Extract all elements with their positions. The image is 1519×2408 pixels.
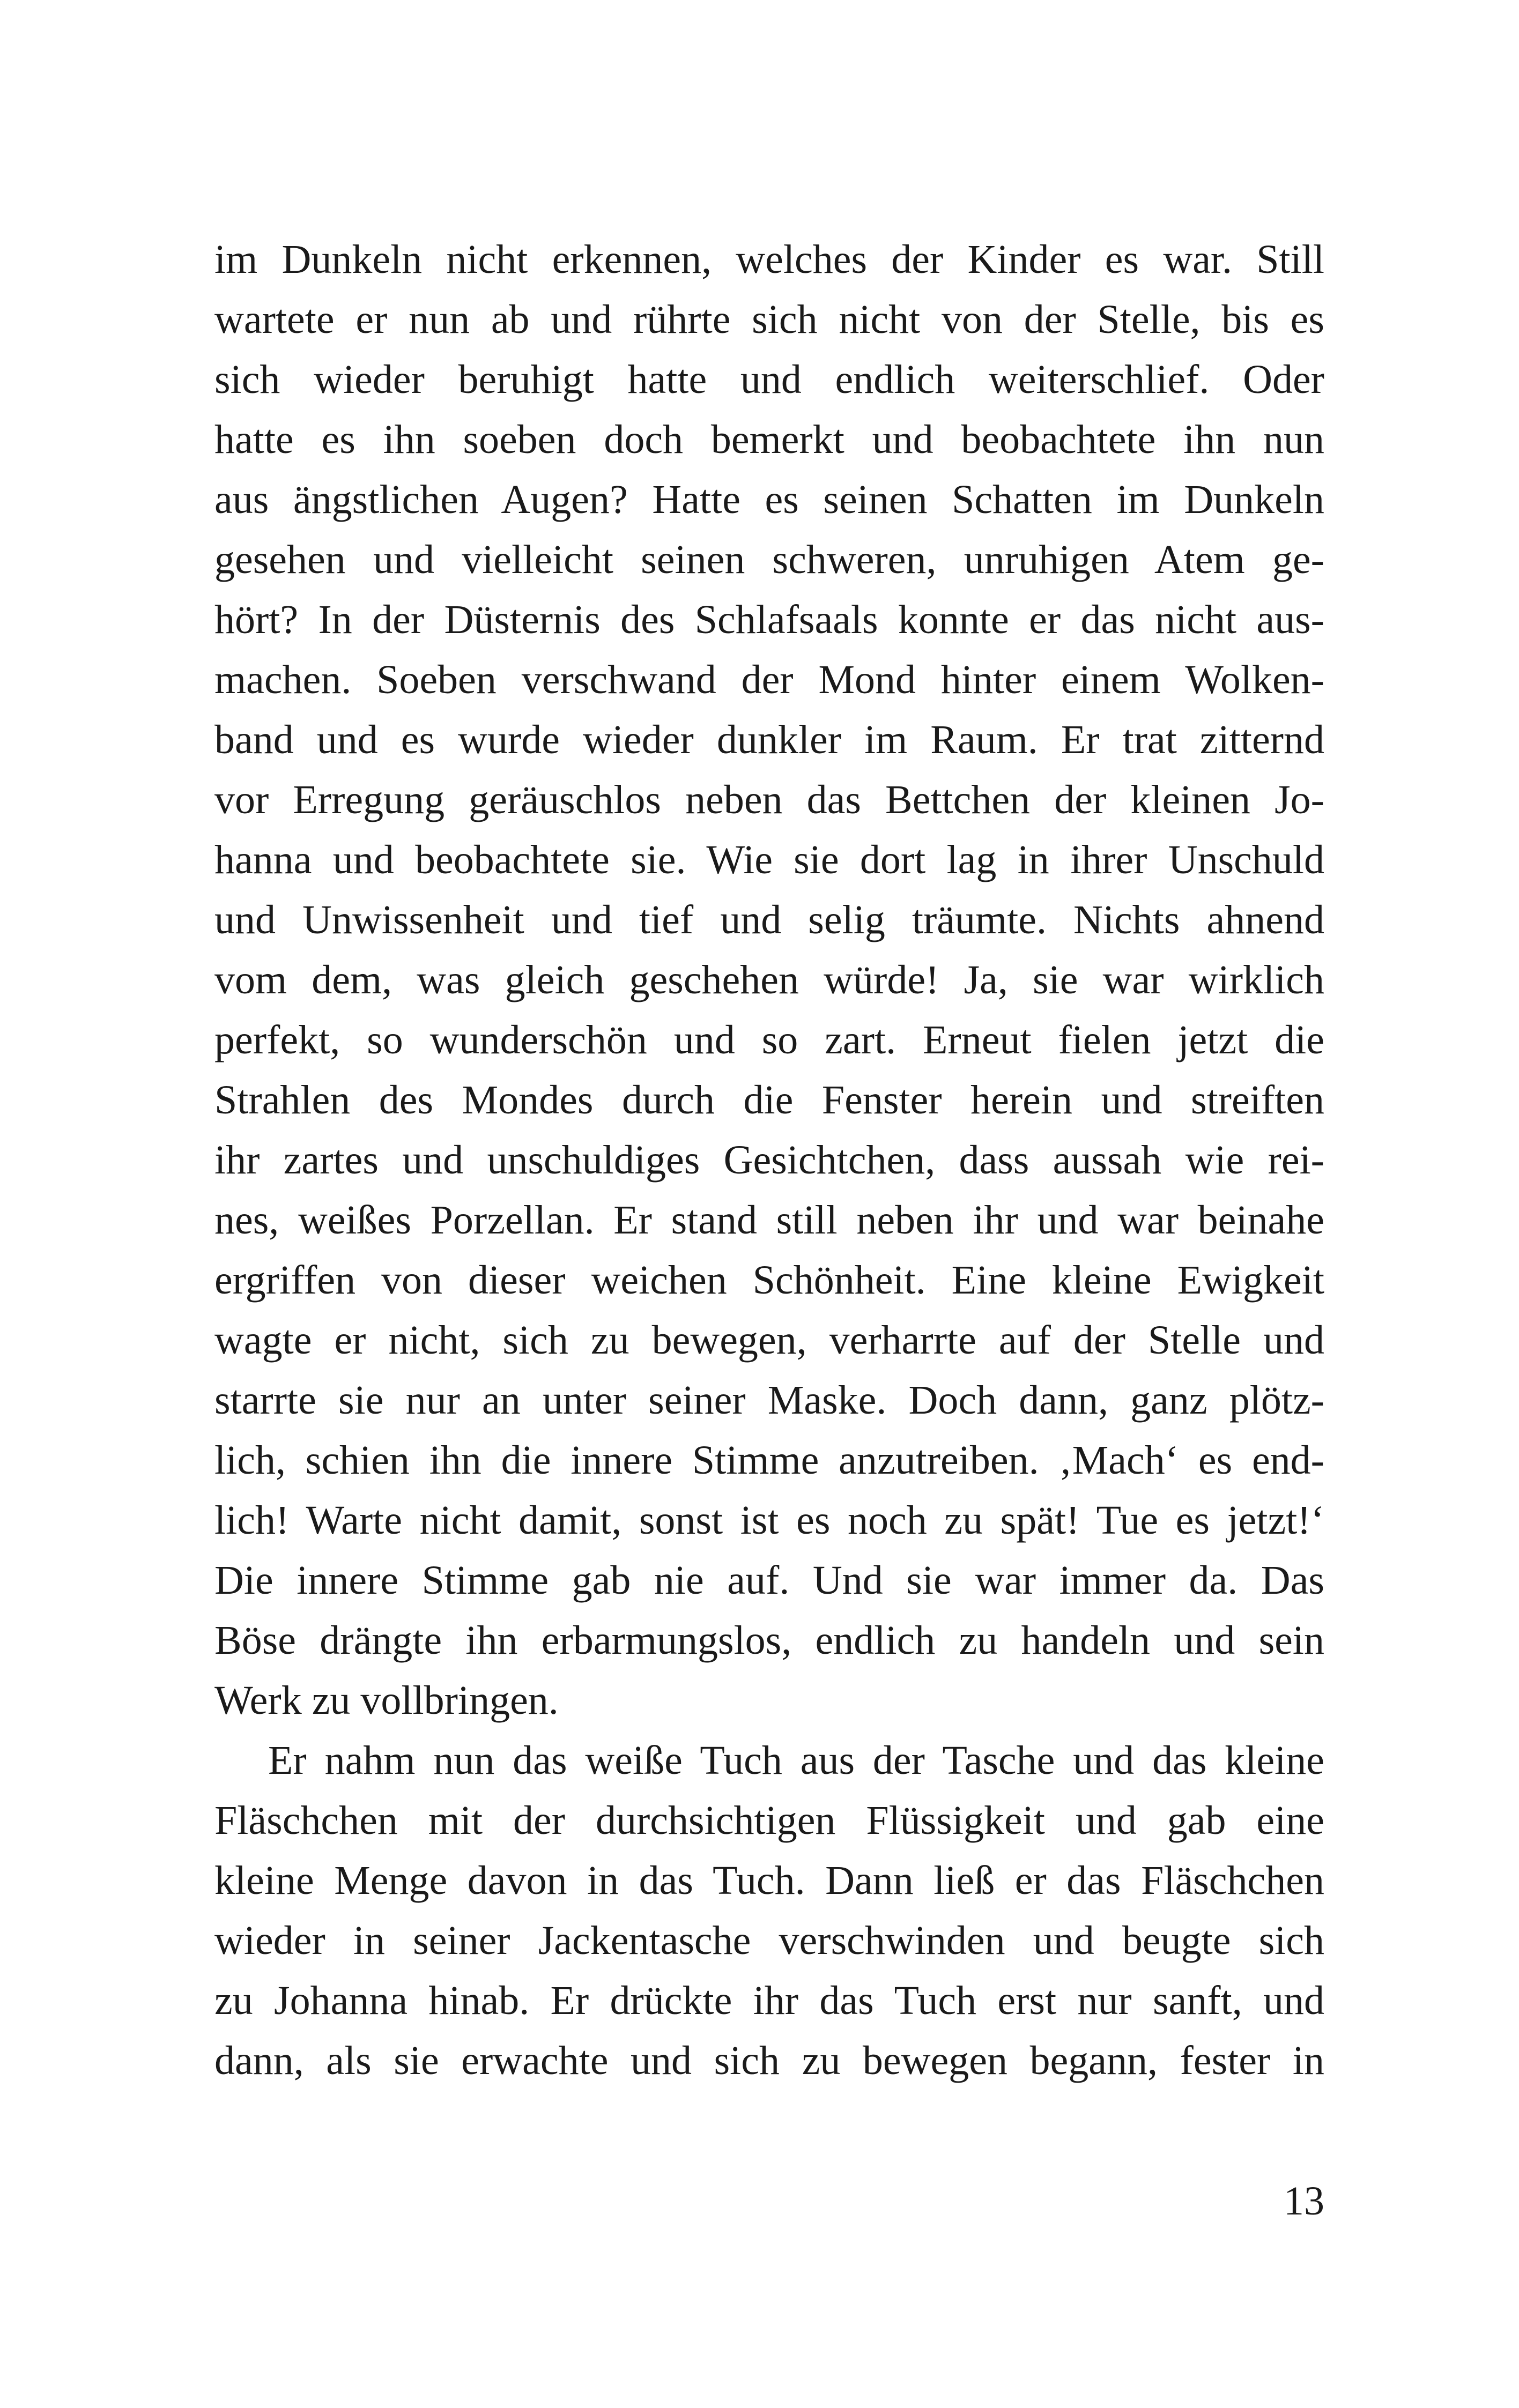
text-line: vor Erregung geräuschlos neben das Bettchen der kleinen Jo- xyxy=(214,777,1324,822)
text-line: im Dunkeln nicht erkennen, welches der Kinder es war. Still xyxy=(214,237,1324,282)
text-line: vom dem, was gleich geschehen würde! Ja, sie war wirklich xyxy=(214,957,1324,1002)
text-line: Böse drängte ihn erbarmungslos, endlich zu handeln und sein xyxy=(214,1618,1324,1663)
text-line: kleine Menge davon in das Tuch. Dann ließ er das Fläschchen xyxy=(214,1858,1324,1903)
paragraph-last-line: Werk zu vollbringen. xyxy=(214,1678,559,1723)
text-line: gesehen und vielleicht seinen schweren, unruhigen Atem ge- xyxy=(214,537,1324,582)
page-number: 13 xyxy=(1284,2179,1324,2224)
text-line: nes, weißes Porzellan. Er stand still neben ihr und war beinahe xyxy=(214,1198,1324,1243)
text-line: sich wieder beruhigt hatte und endlich weiterschlief. Oder xyxy=(214,357,1324,402)
text-line: und Unwissenheit und tief und selig träumte. Nichts ahnend xyxy=(214,897,1324,942)
text-line: ihr zartes und unschuldiges Gesichtchen, dass aussah wie rei- xyxy=(214,1138,1324,1183)
text-line: wieder in seiner Jackentasche verschwinden und beugte sich xyxy=(214,1918,1324,1963)
text-line: starrte sie nur an unter seiner Maske. Doch dann, ganz plötz- xyxy=(214,1378,1324,1423)
body-text xyxy=(214,229,1324,2091)
text-line: dann, als sie erwachte und sich zu bewegen begann, fester in xyxy=(214,2038,1324,2083)
paragraph-first-line: Er nahm nun das weiße Tuch aus der Tasche und das kleine xyxy=(268,1738,1324,1783)
text-line: hanna und beobachtete sie. Wie sie dort lag in ihrer Unschuld xyxy=(214,837,1324,882)
text-line: hatte es ihn soeben doch bemerkt und beobachtete ihn nun xyxy=(214,417,1324,462)
text-line: lich, schien ihn die innere Stimme anzutreiben. ‚Mach‘ es end- xyxy=(214,1438,1324,1483)
text-line: wartete er nun ab und rührte sich nicht von der Stelle, bis es xyxy=(214,297,1324,342)
text-line: band und es wurde wieder dunkler im Raum. Er trat zitternd xyxy=(214,717,1324,762)
text-line: Fläschchen mit der durchsichtigen Flüssigkeit und gab eine xyxy=(214,1798,1324,1843)
text-line: lich! Warte nicht damit, sonst ist es noch zu spät! Tue es jetzt!‘ xyxy=(214,1498,1324,1543)
text-line: Strahlen des Mondes durch die Fenster herein und streiften xyxy=(214,1077,1324,1123)
text-line: machen. Soeben verschwand der Mond hinter einem Wolken- xyxy=(214,657,1324,702)
text-line: perfekt, so wunderschön und so zart. Erneut fielen jetzt die xyxy=(214,1017,1324,1062)
text-line: wagte er nicht, sich zu bewegen, verharrte auf der Stelle und xyxy=(214,1318,1324,1363)
text-line: hört? In der Düsternis des Schlafsaals konnte er das nicht aus- xyxy=(214,597,1324,642)
text-line: ergriffen von dieser weichen Schönheit. Eine kleine Ewigkeit xyxy=(214,1258,1324,1303)
text-line: aus ängstlichen Augen? Hatte es seinen Schatten im Dunkeln xyxy=(214,477,1324,522)
text-line: Die innere Stimme gab nie auf. Und sie war immer da. Das xyxy=(214,1558,1324,1603)
text-line: zu Johanna hinab. Er drückte ihr das Tuch erst nur sanft, und xyxy=(214,1978,1324,2023)
